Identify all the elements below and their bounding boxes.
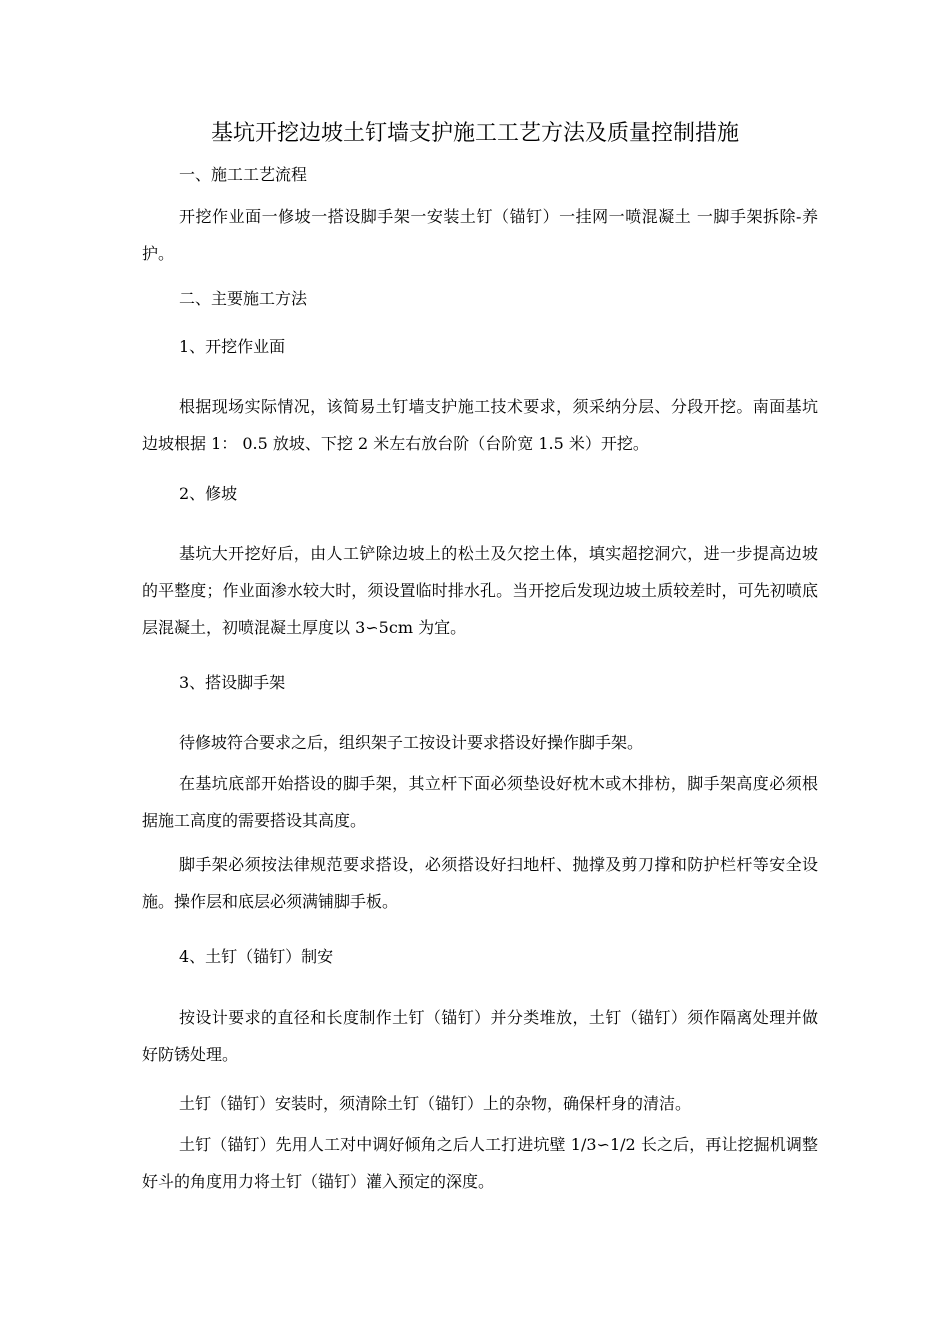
document-title: 基坑开挖边坡土钉墙支护施工工艺方法及质量控制措施 — [210, 121, 739, 146]
paragraph-soil-nails-3: 土钉（锚钉）先用人工对中调好倾角之后人工打进坑壁 1/3∽1/2 长之后，再让挖掘机调整好斗的角度用力将土钉（锚钉）灌入预定的深度。 — [142, 1135, 818, 1191]
section-heading-process: 一、施工工艺流程 — [179, 165, 308, 184]
paragraph-excavation: 根据现场实际情况，该简易土钉墙支护施工技术要求，须采纳分层、分段开挖。南面基坑边坡根据 1： 0.5 放坡、下挖 2 米左右放台阶（台阶宽 1.5 米）开挖。 — [142, 397, 818, 453]
subheading-scaffolding: 3、搭设脚手架 — [179, 673, 286, 692]
paragraph-process-flow: 开挖作业面一修坡一搭设脚手架一安装土钉（锚钉）一挂网一喷混凝土 一脚手架拆除-养护。 — [142, 207, 818, 263]
subheading-soil-nails: 4、土钉（锚钉）制安 — [179, 947, 334, 966]
paragraph-slope-trimming: 基坑大开挖好后，由人工铲除边坡上的松土及欠挖土体，填实超挖洞穴，进一步提高边坡的平整度；作业面渗水较大时，须设置临时排水孔。当开挖后发现边坡土质较差时，可先初喷底层混凝土，初喷混凝土厚度以 3∽5cm 为宜。 — [142, 544, 818, 637]
paragraph-scaffolding-2: 在基坑底部开始搭设的脚手架，其立杆下面必须垫设好枕木或木排枋，脚手架高度必须根据施工高度的需要搭设其高度。 — [142, 774, 818, 830]
subheading-slope-trimming: 2、修坡 — [179, 484, 238, 503]
paragraph-scaffolding-1: 待修坡符合要求之后，组织架子工按设计要求搭设好操作脚手架。 — [179, 733, 644, 752]
paragraph-soil-nails-2: 土钉（锚钉）安装时，须清除土钉（锚钉）上的杂物，确保杆身的清洁。 — [179, 1094, 692, 1113]
paragraph-scaffolding-3: 脚手架必须按法律规范要求搭设，必须搭设好扫地杆、抛撑及剪刀撑和防护栏杆等安全设施。操作层和底层必须满铺脚手板。 — [142, 855, 818, 911]
subheading-excavation: 1、开挖作业面 — [179, 337, 286, 356]
section-heading-methods: 二、主要施工方法 — [179, 289, 308, 308]
paragraph-soil-nails-1: 按设计要求的直径和长度制作土钉（锚钉）并分类堆放，土钉（锚钉）须作隔离处理并做好防锈处理。 — [142, 1008, 818, 1064]
